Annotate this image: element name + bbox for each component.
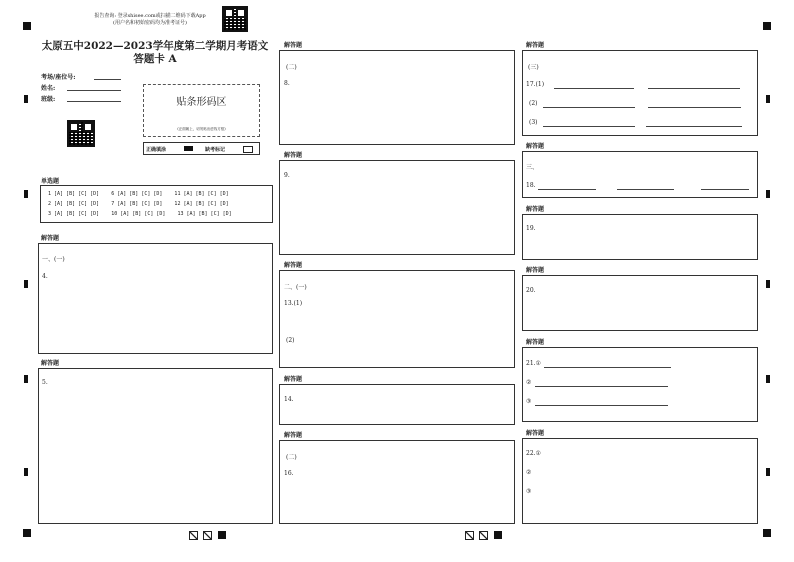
section-title: 解答题 <box>526 42 545 49</box>
answer-text: 一、(一) <box>42 256 65 263</box>
answer-line[interactable] <box>543 126 635 127</box>
answer-text: ③ <box>526 398 532 405</box>
class-label: 班级: <box>41 96 56 103</box>
answer-line[interactable] <box>648 88 740 89</box>
section-title: 解答题 <box>526 143 545 150</box>
answer-text: ③ <box>526 488 532 495</box>
page-subtitle: 答题卡 A <box>133 53 177 65</box>
answer-line[interactable] <box>538 189 596 190</box>
page-title: 太原五中2022—2023学年度第二学期月考语文 <box>41 40 269 52</box>
answer-line[interactable] <box>535 405 668 406</box>
side-mark <box>766 95 770 103</box>
answer-line[interactable] <box>535 386 668 387</box>
answer-text: 4. <box>42 273 48 280</box>
answer-text: (2) <box>529 100 538 107</box>
side-mark <box>24 280 28 288</box>
qr-code-icon <box>222 6 248 32</box>
answer-text: (2) <box>286 337 295 344</box>
page-marker-icon <box>203 531 212 540</box>
answer-text: 14. <box>284 396 294 403</box>
absent-mark-label: 缺考标记 <box>205 147 226 153</box>
section-title: 解答题 <box>284 262 303 269</box>
name-field[interactable] <box>67 90 121 91</box>
mc-row[interactable]: 2 [A] [B] [C] [D] 7 [A] [B] [C] [D] 12 [A] [B] [C] [D] <box>48 201 229 207</box>
section-title: 解答题 <box>284 152 303 159</box>
answer-text: (3) <box>529 119 538 126</box>
student-qr-code-icon <box>67 120 95 147</box>
answer-text: (三) <box>528 64 539 71</box>
page-marker-icon <box>465 531 474 540</box>
section-title: 解答题 <box>526 206 545 213</box>
answer-box-9[interactable] <box>279 160 515 255</box>
side-mark <box>766 375 770 383</box>
answer-line[interactable] <box>617 189 674 190</box>
corner-mark-top-left <box>23 22 31 30</box>
answer-box-5[interactable] <box>38 368 273 524</box>
mc-section-title: 单选题 <box>41 178 60 185</box>
mc-row[interactable]: 3 [A] [B] [C] [D] 10 [A] [B] [C] [D] 13 [A] [B] [C] [D] <box>48 211 232 217</box>
answer-text: 21.① <box>526 360 541 367</box>
corner-mark-bottom-left <box>23 529 31 537</box>
answer-text: 9. <box>284 172 290 179</box>
answer-line[interactable] <box>544 367 671 368</box>
answer-box-20[interactable] <box>522 275 758 331</box>
barcode-label: 贴条形码区 <box>176 97 227 108</box>
page-marker-icon <box>479 531 488 540</box>
answer-text: 三、 <box>526 164 539 171</box>
answer-box-13[interactable] <box>279 270 515 368</box>
answer-line[interactable] <box>543 107 635 108</box>
barcode-note: (正面朝上，切勿贴出虚线方框) <box>177 127 226 131</box>
corner-mark-bottom-right <box>763 529 771 537</box>
answer-text: 二、(一) <box>284 284 307 291</box>
page-marker-icon <box>494 531 502 539</box>
correct-fill-label: 正确填涂 <box>146 147 167 153</box>
answer-box-18[interactable] <box>522 151 758 198</box>
mc-row[interactable]: 1 [A] [B] [C] [D] 6 [A] [B] [C] [D] 11 [A] [B] [C] [D] <box>48 191 229 197</box>
section-title: 解答题 <box>284 432 303 439</box>
answer-box-14[interactable] <box>279 384 515 425</box>
section-title: 解答题 <box>41 235 60 242</box>
answer-line[interactable] <box>646 126 742 127</box>
answer-text: 20. <box>526 287 536 294</box>
answer-box-19[interactable] <box>522 214 758 260</box>
answer-text: 8. <box>284 80 290 87</box>
side-mark <box>766 468 770 476</box>
answer-text: 5. <box>42 379 48 386</box>
side-mark <box>24 375 28 383</box>
answer-text: ② <box>526 469 532 476</box>
answer-box-21[interactable] <box>522 347 758 422</box>
answer-box-17[interactable] <box>522 50 758 136</box>
section-title: 解答题 <box>284 42 303 49</box>
answer-box-4[interactable] <box>38 243 273 354</box>
answer-box-16[interactable] <box>279 440 515 524</box>
answer-text: (二) <box>286 454 297 461</box>
side-mark <box>24 95 28 103</box>
section-title: 解答题 <box>526 339 545 346</box>
answer-text: 18. <box>526 182 536 189</box>
answer-line[interactable] <box>554 88 634 89</box>
answer-text: 17.(1) <box>526 81 545 88</box>
answer-text: 16. <box>284 470 294 477</box>
filled-mark-icon <box>184 146 193 151</box>
section-title: 解答题 <box>284 376 303 383</box>
side-mark <box>24 468 28 476</box>
page-marker-icon <box>218 531 226 539</box>
answer-line[interactable] <box>648 107 741 108</box>
answer-line[interactable] <box>701 189 749 190</box>
exam-seat-label: 考场/座位号: <box>41 74 76 81</box>
name-label: 姓名: <box>41 85 56 92</box>
corner-mark-top-right <box>763 22 771 30</box>
section-title: 解答题 <box>526 430 545 437</box>
side-mark <box>766 280 770 288</box>
answer-text: ② <box>526 379 532 386</box>
answer-text: 22.① <box>526 450 541 457</box>
class-field[interactable] <box>67 101 121 102</box>
login-note-text: (用户名和初始密码均为准考证号) <box>113 20 187 26</box>
page-marker-icon <box>189 531 198 540</box>
answer-text: (二) <box>286 64 297 71</box>
side-mark <box>766 190 770 198</box>
section-title: 解答题 <box>526 267 545 274</box>
exam-seat-field[interactable] <box>94 79 121 80</box>
answer-text: 13.(1) <box>284 300 303 307</box>
answer-text: 19. <box>526 225 536 232</box>
report-query-text: 报告查询: 登录shisee.com或扫描二维码下载App <box>94 13 206 19</box>
side-mark <box>24 190 28 198</box>
absent-checkbox[interactable] <box>243 146 253 153</box>
section-title: 解答题 <box>41 360 60 367</box>
answer-box-22[interactable] <box>522 438 758 524</box>
answer-box-8[interactable] <box>279 50 515 145</box>
